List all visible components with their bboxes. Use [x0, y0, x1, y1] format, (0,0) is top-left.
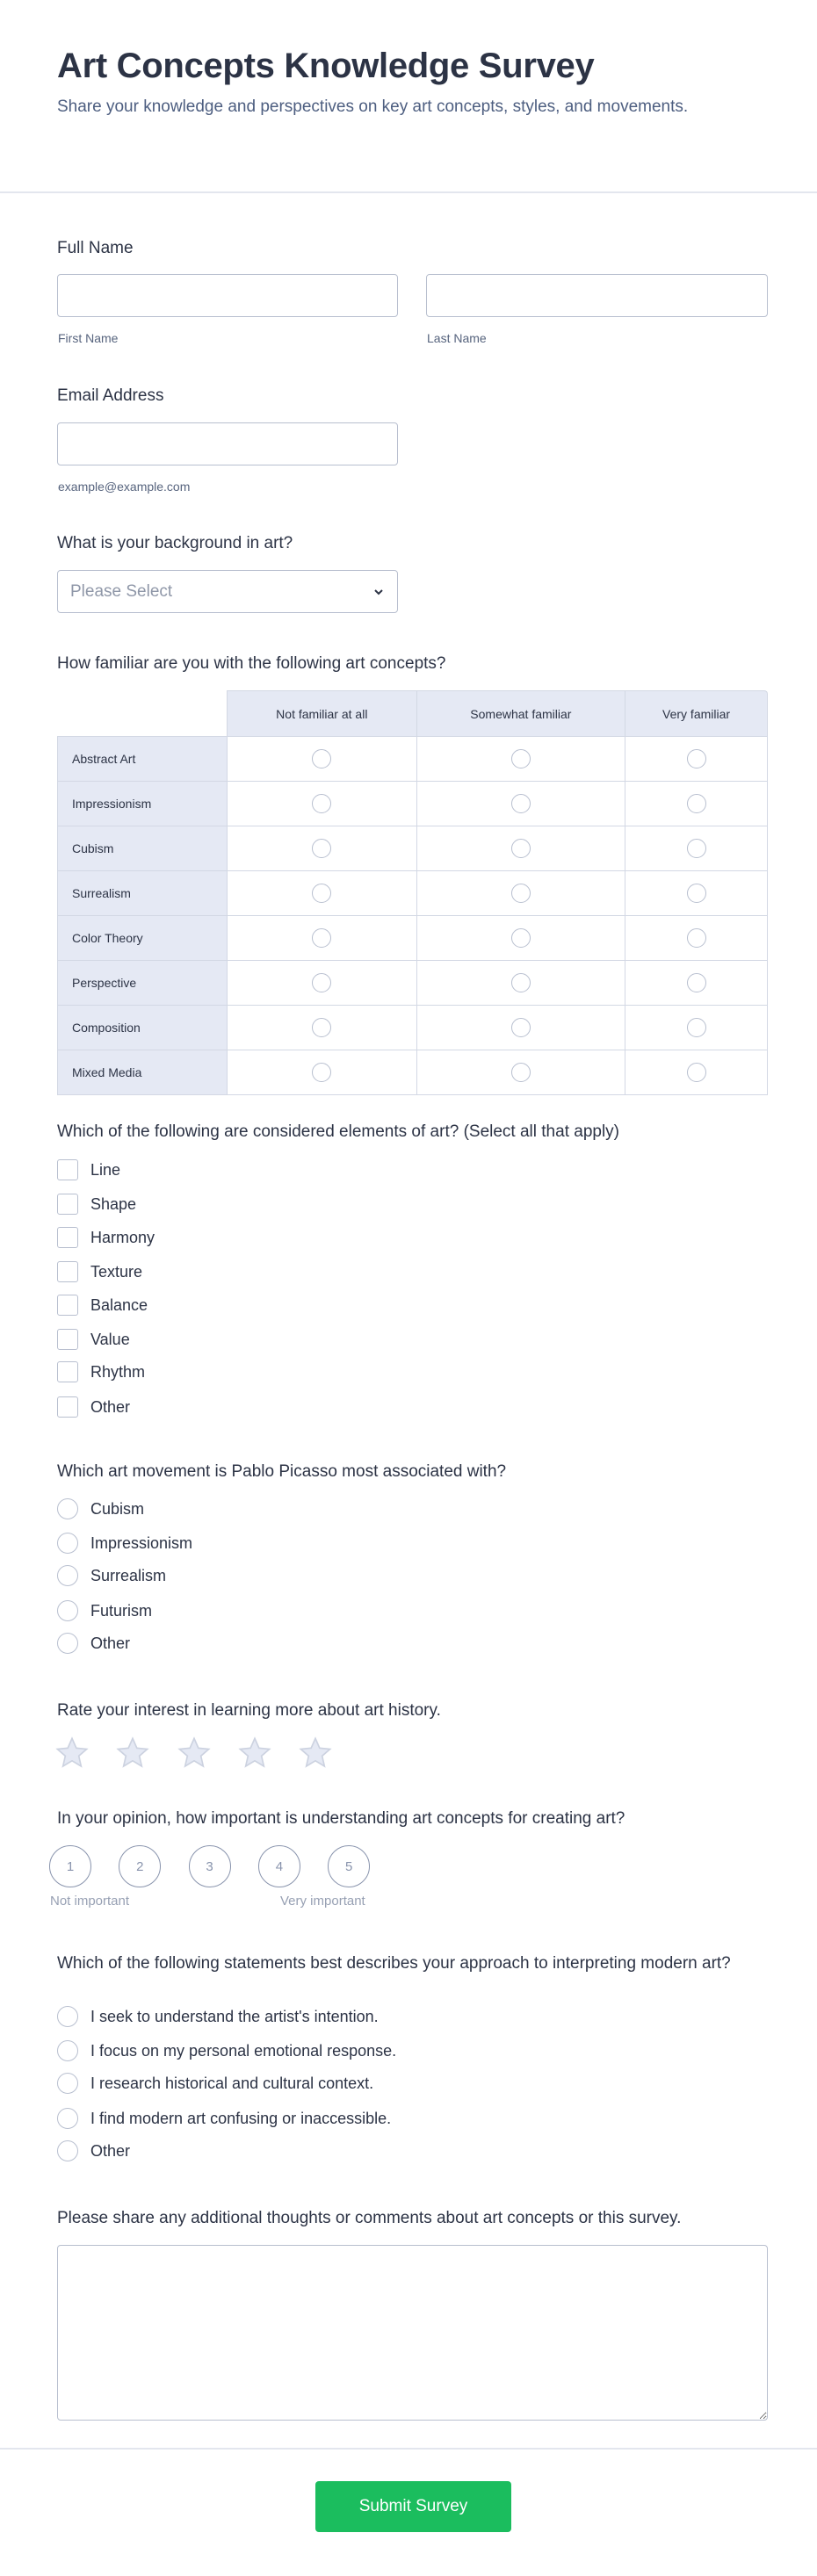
last-name-input[interactable] — [426, 274, 768, 317]
scale-option[interactable]: 4 — [258, 1845, 300, 1887]
elements-option[interactable] — [57, 1360, 145, 1384]
radio-button[interactable] — [511, 973, 531, 992]
matrix-column-header: Very familiar — [625, 690, 768, 736]
elements-option-label: Value — [90, 1330, 130, 1348]
scale-option[interactable]: 1 — [49, 1845, 91, 1887]
matrix-row-label: Perspective — [57, 960, 227, 1005]
radio-button[interactable] — [57, 2108, 78, 2129]
elements-label: Which of the following are considered elements of art? (Select all that apply) — [57, 1122, 619, 1141]
email-sublabel: example@example.com — [58, 480, 191, 494]
checkbox[interactable] — [57, 1159, 78, 1180]
comments-label: Please share any additional thoughts or comments about art concepts or this survey. — [57, 2209, 682, 2227]
elements-option[interactable] — [57, 1192, 136, 1216]
scale-option[interactable]: 3 — [189, 1845, 231, 1887]
picasso-option-label: Cubism — [90, 1499, 145, 1518]
matrix-row — [57, 915, 768, 960]
matrix-cell[interactable] — [227, 1050, 416, 1095]
picasso-option[interactable] — [57, 1598, 152, 1623]
radio-button[interactable] — [57, 2140, 78, 2161]
radio-button[interactable] — [57, 1633, 78, 1654]
page-title: Art Concepts Knowledge Survey — [57, 47, 595, 85]
footer-divider — [0, 2448, 817, 2450]
radio-button[interactable] — [312, 749, 331, 768]
elements-option[interactable] — [57, 1225, 155, 1250]
radio-button[interactable] — [687, 973, 706, 992]
header-divider — [0, 191, 817, 193]
email-label: Email Address — [57, 386, 164, 405]
matrix-cell[interactable] — [625, 915, 768, 960]
radio-button[interactable] — [57, 2040, 78, 2061]
radio-button[interactable] — [511, 794, 531, 813]
background-label: What is your background in art? — [57, 534, 293, 552]
radio-button[interactable] — [57, 1565, 78, 1586]
picasso-option-label: Surrealism — [90, 1566, 167, 1584]
approach-option[interactable] — [57, 2106, 391, 2131]
approach-option-label: Other — [90, 2141, 131, 2160]
matrix-cell[interactable] — [416, 1050, 625, 1095]
matrix-cell[interactable] — [416, 781, 625, 826]
checkbox[interactable] — [57, 1227, 78, 1248]
matrix-cell[interactable] — [227, 960, 416, 1005]
radio-button[interactable] — [312, 928, 331, 948]
approach-label: Which of the following statements best describes your approach to interpreting modern art? — [57, 1954, 731, 1973]
elements-option[interactable] — [57, 1327, 130, 1352]
chevron-down-icon — [371, 584, 387, 600]
elements-option-label: Harmony — [90, 1228, 155, 1246]
familiarity-matrix — [57, 690, 768, 1095]
comments-textarea[interactable] — [57, 2245, 768, 2421]
approach-option[interactable] — [57, 2004, 379, 2029]
radio-button[interactable] — [312, 794, 331, 813]
elements-option[interactable] — [57, 1259, 142, 1284]
radio-button[interactable] — [687, 1063, 706, 1082]
page-subtitle: Share your knowledge and perspectives on key art concepts, styles, and movements. — [57, 97, 689, 116]
matrix-cell[interactable] — [227, 1005, 416, 1050]
matrix-cell[interactable] — [227, 826, 416, 870]
radio-button[interactable] — [57, 2006, 78, 2027]
radio-button[interactable] — [687, 1018, 706, 1037]
elements-option-label: Texture — [90, 1262, 143, 1281]
matrix-cell[interactable] — [416, 736, 625, 781]
approach-option-label: I focus on my personal emotional response. — [90, 2041, 397, 2060]
matrix-label: How familiar are you with the following art concepts? — [57, 654, 446, 673]
radio-button[interactable] — [312, 973, 331, 992]
radio-button[interactable] — [687, 794, 706, 813]
radio-button[interactable] — [687, 928, 706, 948]
matrix-cell[interactable] — [416, 960, 625, 1005]
matrix-cell[interactable] — [227, 870, 416, 915]
approach-option-label: I seek to understand the artist's intention. — [90, 2007, 379, 2025]
radio-button[interactable] — [312, 884, 331, 903]
matrix-row — [57, 960, 768, 1005]
picasso-option[interactable] — [57, 1631, 130, 1656]
matrix-cell[interactable] — [227, 781, 416, 826]
matrix-cell[interactable] — [416, 826, 625, 870]
radio-button[interactable] — [511, 839, 531, 858]
elements-option-label: Rhythm — [90, 1362, 146, 1381]
radio-button[interactable] — [687, 839, 706, 858]
last-name-sublabel: Last Name — [427, 331, 487, 345]
first-name-sublabel: First Name — [58, 331, 119, 345]
background-select[interactable] — [57, 570, 398, 613]
matrix-row-label: Abstract Art — [57, 736, 227, 781]
picasso-label: Which art movement is Pablo Picasso most associated with? — [57, 1462, 507, 1481]
elements-option-label: Shape — [90, 1194, 137, 1213]
picasso-option[interactable] — [57, 1497, 144, 1521]
rating-label: Rate your interest in learning more about art history. — [57, 1701, 441, 1720]
picasso-option[interactable] — [57, 1531, 192, 1555]
picasso-option[interactable] — [57, 1563, 166, 1588]
picasso-option-label: Other — [90, 1634, 131, 1652]
radio-button[interactable] — [511, 928, 531, 948]
star-icon[interactable] — [115, 1735, 150, 1775]
star-icon[interactable] — [177, 1735, 212, 1775]
matrix-column-header: Not familiar at all — [227, 690, 416, 736]
matrix-cell[interactable] — [227, 736, 416, 781]
approach-option[interactable] — [57, 2139, 130, 2163]
checkbox[interactable] — [57, 1361, 78, 1382]
matrix-row-label: Cubism — [57, 826, 227, 870]
approach-option[interactable] — [57, 2038, 396, 2063]
matrix-cell[interactable] — [625, 1005, 768, 1050]
scale-high-label: Very important — [280, 1894, 365, 1909]
checkbox[interactable] — [57, 1396, 78, 1418]
checkbox[interactable] — [57, 1194, 78, 1215]
matrix-cell[interactable] — [227, 915, 416, 960]
elements-option[interactable] — [57, 1158, 120, 1182]
matrix-cell[interactable] — [625, 870, 768, 915]
first-name-input[interactable] — [57, 274, 398, 317]
radio-button[interactable] — [57, 2073, 78, 2094]
matrix-cell[interactable] — [625, 826, 768, 870]
radio-button[interactable] — [687, 749, 706, 768]
picasso-option-label: Impressionism — [90, 1533, 193, 1552]
matrix-row — [57, 870, 768, 915]
scale-option[interactable]: 2 — [119, 1845, 161, 1887]
matrix-column-header: Somewhat familiar — [416, 690, 625, 736]
scale-low-label: Not important — [50, 1894, 130, 1909]
radio-button[interactable] — [312, 839, 331, 858]
approach-option-label: I find modern art confusing or inaccessible. — [90, 2109, 392, 2127]
star-icon[interactable] — [237, 1735, 272, 1775]
checkbox[interactable] — [57, 1329, 78, 1350]
star-icon[interactable] — [54, 1735, 90, 1775]
email-input[interactable] — [57, 422, 398, 465]
checkbox[interactable] — [57, 1261, 78, 1282]
elements-option[interactable] — [57, 1395, 130, 1419]
matrix-cell[interactable] — [625, 781, 768, 826]
radio-button[interactable] — [511, 749, 531, 768]
matrix-row-label: Color Theory — [57, 915, 227, 960]
checkbox[interactable] — [57, 1295, 78, 1316]
matrix-row-label: Composition — [57, 1005, 227, 1050]
radio-button[interactable] — [312, 1063, 331, 1082]
importance-label: In your opinion, how important is understanding art concepts for creating art? — [57, 1809, 625, 1828]
matrix-row — [57, 736, 768, 781]
elements-option[interactable] — [57, 1293, 148, 1317]
matrix-cell[interactable] — [625, 1050, 768, 1095]
scale-option[interactable]: 5 — [328, 1845, 370, 1887]
matrix-row-label: Impressionism — [57, 781, 227, 826]
radio-button[interactable] — [511, 884, 531, 903]
radio-button[interactable] — [57, 1600, 78, 1621]
matrix-row — [57, 781, 768, 826]
approach-option-label: I research historical and cultural context. — [90, 2074, 374, 2092]
matrix-cell[interactable] — [416, 1005, 625, 1050]
submit-button[interactable]: Submit Survey — [315, 2481, 511, 2532]
matrix-row — [57, 1005, 768, 1050]
matrix-cell[interactable] — [625, 736, 768, 781]
radio-button[interactable] — [57, 1533, 78, 1554]
matrix-row — [57, 1050, 768, 1095]
elements-option-label: Other — [90, 1397, 131, 1416]
full-name-label: Full Name — [57, 239, 134, 257]
radio-button[interactable] — [687, 884, 706, 903]
matrix-cell[interactable] — [416, 915, 625, 960]
picasso-option-label: Futurism — [90, 1601, 153, 1620]
elements-option-label: Line — [90, 1160, 121, 1179]
matrix-row — [57, 826, 768, 870]
matrix-row-label: Surrealism — [57, 870, 227, 915]
matrix-corner — [57, 690, 227, 736]
matrix-cell[interactable] — [416, 870, 625, 915]
matrix-cell[interactable] — [625, 960, 768, 1005]
approach-option[interactable] — [57, 2071, 373, 2096]
matrix-row-label: Mixed Media — [57, 1050, 227, 1095]
radio-button[interactable] — [511, 1063, 531, 1082]
radio-button[interactable] — [511, 1018, 531, 1037]
radio-button[interactable] — [312, 1018, 331, 1037]
star-icon[interactable] — [298, 1735, 333, 1775]
elements-option-label: Balance — [90, 1295, 148, 1314]
select-placeholder: Please Select — [70, 582, 173, 601]
radio-button[interactable] — [57, 1498, 78, 1519]
